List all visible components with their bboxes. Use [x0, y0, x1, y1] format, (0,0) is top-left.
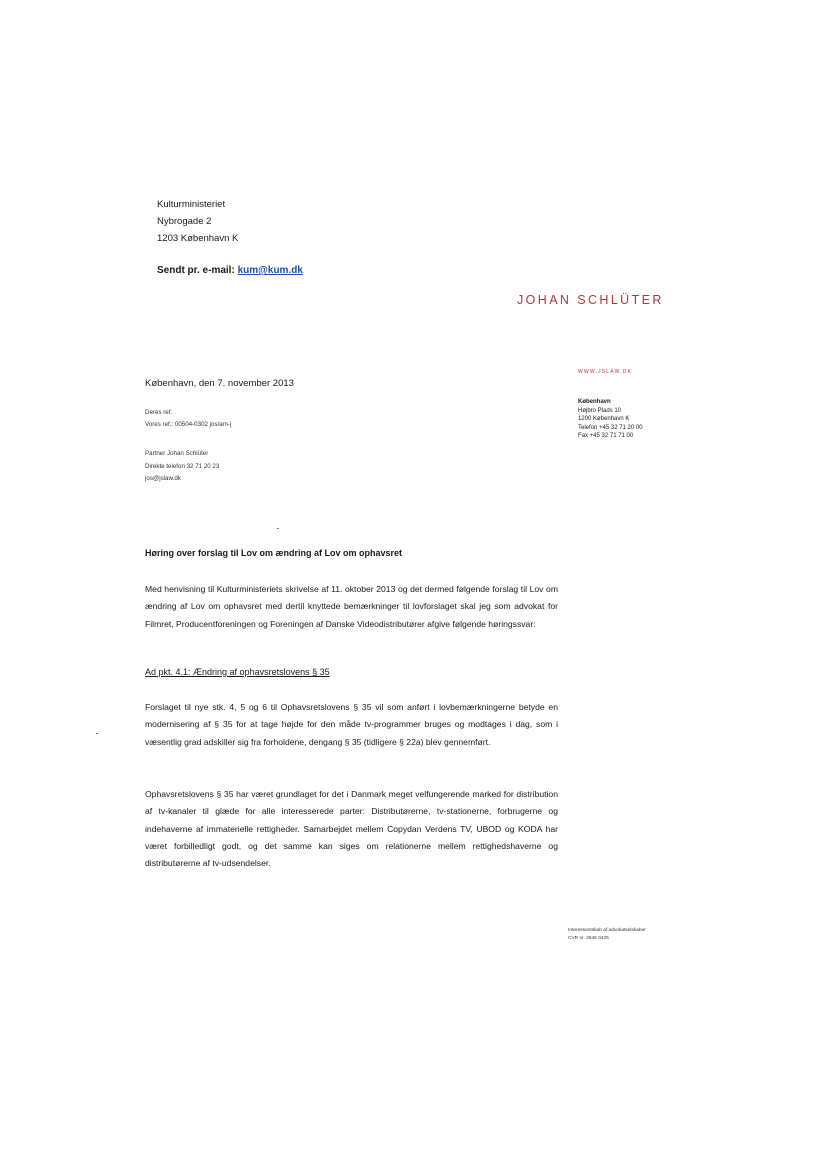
firm-website: WWW.JSLAW.DK: [578, 369, 633, 375]
scan-speck: [277, 528, 279, 529]
footer-company-info: [568, 927, 646, 943]
footer-company-type: Interessentskab af advokatselskaber: [568, 928, 646, 933]
letter-subject: Høring over forslag til Lov om ændring af Lov om ophavsret: [145, 548, 403, 558]
contact-email: jos@jslaw.dk: [145, 475, 181, 482]
office-postal: 1200 København K: [578, 416, 630, 422]
recipient-name: Kulturministeriet: [157, 199, 226, 210]
scan-speck: [96, 733, 98, 734]
letter-date: København, den 7. november 2013: [145, 378, 294, 389]
recipient-city: 1203 København K: [157, 233, 239, 244]
partner-name: Partner Johan Schlüter: [145, 450, 209, 457]
section-heading: Ad pkt. 4.1: Ændring af ophavsretslovens § 35: [145, 667, 330, 677]
paragraph-market: Ophavsretslovens § 35 har været grundlaget for det i Danmark meget velfungerende marked for distribution af tv-kanaler til glæde for alle interesserede parter: Distributørerne, tv-stationerne, forbrugerne og indehaverne af immaterielle rettigheder. Samarbejdet mellem Copydan Verdens TV, UBOD og KODA har været forbilledligt godt, og det samme kan siges om relationerne mellem rettighedshaverne og distributørerne af tv-udsendelser.: [145, 789, 558, 869]
our-reference: Vores ref.: 00504-0302 jos/am-j: [145, 421, 232, 428]
firm-logo: JOHAN SCHLÜTER: [517, 293, 664, 307]
paragraph-intro: Med henvisning til Kulturministeriets skrivelse af 11. oktober 2013 og det dermed følgende forslag til Lov om ændring af Lov om ophavsret med dertil knyttede bemærkninger til lovforslaget skal jeg som advokat for Filmret, Producentforeningen og Foreningen af Danske Videodistributører afgive følgende høringssvar:: [145, 584, 558, 629]
references: [145, 407, 231, 431]
recipient-address: [157, 196, 238, 247]
their-reference: Deres ref.: [145, 409, 173, 416]
sent-by-email: [157, 265, 303, 276]
office-fax: Fax +45 32 71 71 00: [578, 433, 634, 439]
office-phone: Telefon +45 32 71 20 00: [578, 424, 643, 431]
paragraph-proposal: Forslaget til nye stk. 4, 5 og 6 til Ophavsretslovens § 35 vil som anført i lovbemærkningerne betyde en modernisering af § 35 for at tage højde for den måde tv-programmer bruges og modtages i dag, som i væsentlig grad adskiller sig fra forholdene, dengang § 35 (tidligere § 22a) blev gennemført.: [145, 702, 558, 747]
recipient-street: Nybrogade 2: [157, 216, 212, 227]
footer-cvr: CVR nr. 2646 0425: [568, 936, 609, 941]
sent-label: Sendt pr. e-mail:: [157, 265, 235, 276]
office-address: [578, 398, 643, 441]
contact-block: [145, 448, 219, 486]
recipient-email-link[interactable]: kum@kum.dk: [237, 265, 303, 276]
office-street: Højbro Plads 10: [578, 407, 622, 414]
direct-phone: Direkte telefon 32 71 20 23: [145, 462, 220, 470]
office-city: København: [578, 399, 611, 405]
